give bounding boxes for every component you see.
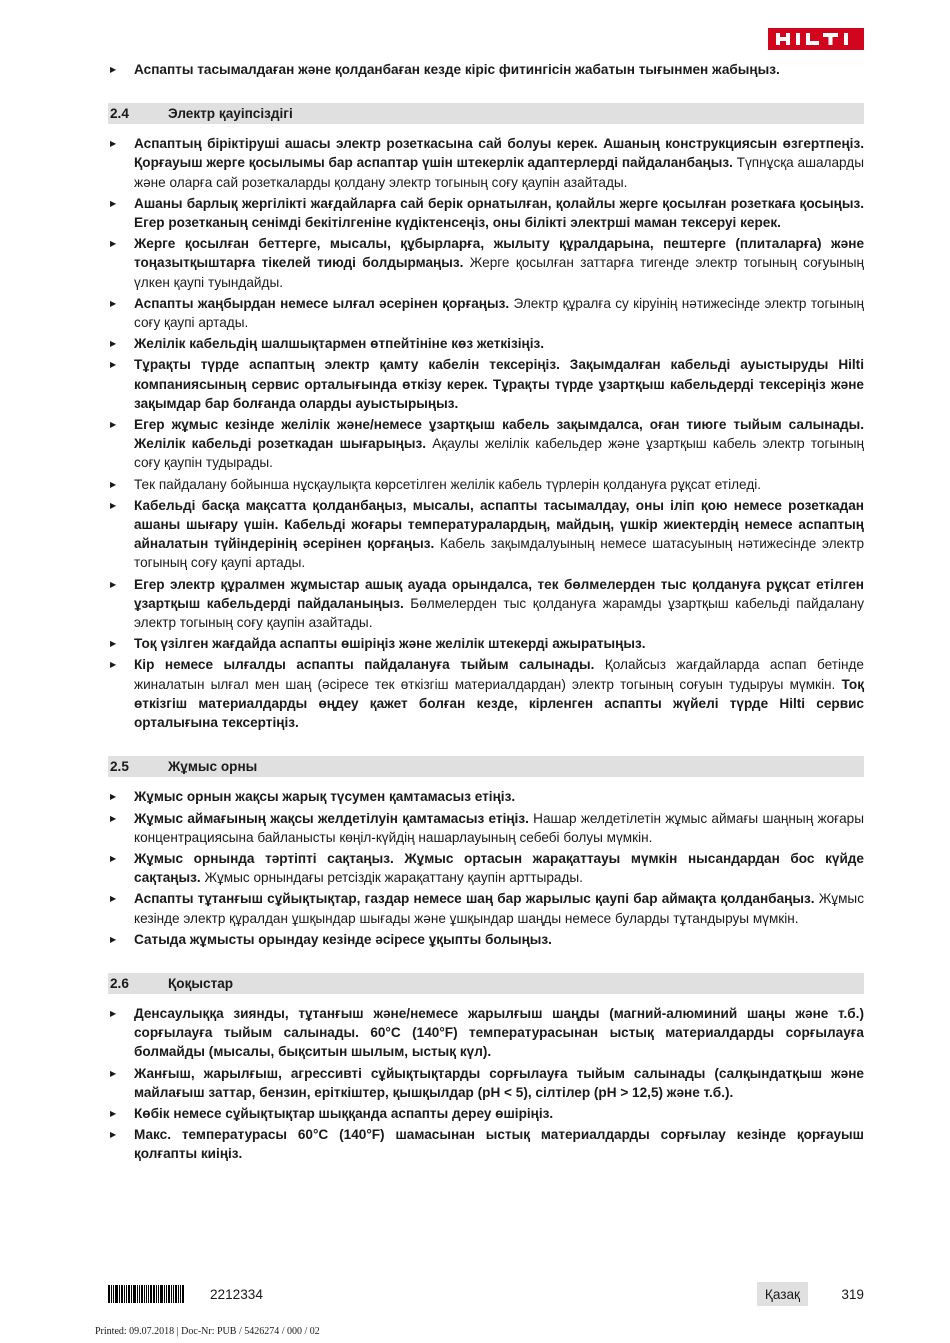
bold-text: Желілік кабельдің шалшықтармен өтпейтініне көз жеткізіңіз.: [134, 336, 545, 352]
list-item: [108, 294, 864, 332]
section-title: Электр қауіпсіздігі: [168, 106, 293, 122]
bullet-icon: ▶: [110, 479, 117, 489]
barcode-bar: [153, 1285, 155, 1303]
barcode-bar: [173, 1285, 174, 1303]
bullet-icon: ▶: [110, 934, 117, 944]
list-item: [108, 889, 864, 927]
barcode-bar: [141, 1285, 143, 1303]
bold-text: Тоқ өткізгіш материалдарды өңдеу қажет болған кезде, кірленген аспапты жүйелі түрде Hilti сервис орталығына тексертіңіз.: [134, 676, 864, 731]
bold-text: Егер жұмыс кезінде желілік және/немесе ұзартқыш кабель зақымдалса, оған тиюге тыйым салынады. Желілік кабельді розеткадан шығарыңыз.: [134, 417, 864, 452]
list-item: [108, 194, 864, 232]
barcode-bar: [137, 1285, 138, 1303]
bold-text: Сатыда жұмысты орындау кезінде әсіресе ұқыпты болыңыз.: [134, 931, 552, 947]
bold-text: Жерге қосылған беттерге, мысалы, құбырларға, жылыту құралдарына, пештерге (плиталарға) және тоңазытқыштарға тікелей тиюді болдырмаңыз.: [134, 236, 864, 271]
body-text: Қолайсыз жағдайларда аспап бетінде жиналатын ылғал мен шаң (әсіресе тек өткізгіш материалдардан) электр тогының соғуын тудыруы мүмкін.: [134, 657, 864, 692]
bullet-icon: ▶: [110, 360, 117, 370]
section-number: 2.6: [110, 975, 129, 991]
list-item: [108, 334, 864, 353]
list-item: [108, 415, 864, 473]
bold-text: Жұмыс орнын жақсы жарық түсумен қамтамасыз етіңіз.: [134, 789, 516, 805]
bullet-icon: ▶: [110, 239, 117, 249]
bullet-icon: ▶: [110, 298, 117, 308]
bold-text: Көбік немесе сұйықтықтар шыққанда аспапты дереу өшіріңіз.: [134, 1105, 554, 1121]
barcode-icon: [108, 1285, 192, 1303]
bold-text: Жұмыс аймағының жақсы желдетілуін қамтамасыз етіңіз.: [134, 810, 529, 826]
section-number: 2.4: [110, 106, 129, 122]
list-item: [108, 1104, 864, 1123]
barcode-bar: [121, 1285, 123, 1303]
bullet-icon: ▶: [110, 579, 117, 589]
barcode-bar: [158, 1285, 159, 1303]
barcode-bar: [164, 1285, 165, 1303]
body-text: Жұмыс орнындағы ретсіздік жарақаттану қаупін арттырады.: [200, 870, 583, 886]
list-item: [108, 475, 864, 494]
bullet-icon: ▶: [110, 894, 117, 904]
intro-list: [108, 60, 864, 79]
bullet-icon: ▶: [110, 639, 117, 649]
bullet-icon: ▶: [110, 1108, 117, 1118]
bold-text: Аспаптың біріктіруші ашасы электр розеткасына сай болуы керек. Ашаның конструкциясын өзгертпеңіз. Қорғауыш жерге қосылымы бар аспаптар үшін штекерлік адаптерлерді пайдаланбаңыз.: [134, 136, 864, 171]
barcode-bar: [126, 1285, 127, 1303]
section-title: Жұмыс орны: [168, 759, 258, 775]
list-item: [108, 787, 864, 806]
barcode-bar: [133, 1285, 136, 1303]
bold-text: Тұрақты түрде аспаптың электр қамту кабелін тексеріңіз. Зақымдалған кабельді ауыстыруды Hilti компаниясының сервис орталығында өткізу керек. Тұрақты түрде ұзартқыш кабельдерді тексеріңіз және зақымдар бар болғанда оларды ауыстырыңыз.: [134, 357, 864, 411]
list-item: [108, 1125, 864, 1163]
barcode-bar: [180, 1285, 181, 1303]
bold-text: Денсаулыққа зиянды, тұтанғыш және/немесе жарылғыш шаңды (магний-алюминий шаңы және т.б.) сорғылауға тыйым салынады. 60°C (140°F) температурасынан ыстық материалдарды сорғылауға болмайды (мысалы, бықситын шылым, ыстық күл).: [134, 1005, 864, 1060]
sections-container: [108, 103, 864, 1163]
bullet-icon: ▶: [110, 1130, 117, 1140]
print-info: Printed: 09.07.2018 | Doc-Nr: PUB / 5426274 / 000 / 02: [95, 1326, 320, 1337]
bullet-icon: ▶: [110, 139, 117, 149]
bold-text: Аспапты жаңбырдан немесе ылғал әсерінен қорғаңыз.: [134, 295, 510, 311]
list-item: [108, 1004, 864, 1062]
bullet-icon: ▶: [110, 420, 117, 430]
list-item: [108, 655, 864, 732]
language-label: [757, 1282, 808, 1306]
list-item: [108, 234, 864, 292]
list-item: [108, 930, 864, 949]
bullet-icon: ▶: [110, 198, 117, 208]
barcode-bar: [148, 1285, 149, 1303]
bold-text: Тоқ үзілген жағдайда аспапты өшіріңіз және желілік штекерді ажыратыңыз.: [134, 636, 646, 652]
bullet-icon: ▶: [110, 1068, 117, 1078]
barcode-bar: [166, 1285, 167, 1303]
barcode-bar: [178, 1285, 179, 1303]
section-title: Қоқыстар: [168, 975, 234, 991]
bullet-icon: ▶: [110, 853, 117, 863]
list-item: [108, 1064, 864, 1102]
barcode-bar: [111, 1285, 112, 1303]
section-heading: [108, 973, 864, 994]
body-text: Нашар желдетілетін жұмыс аймағы шаңның жоғары концентрациясына байланысты көңіл-күйдің нашарлауының себебі болуы мүмкін.: [134, 810, 864, 845]
list-item: [108, 134, 864, 192]
bold-text: Жанғыш, жарылғыш, агрессивті сұйықтықтарды сорғылауға тыйым салынады (салқындатқыш және майлағыш заттар, бензин, еріткіштер, қышқылдар (pH < 5), сілтілер (pH > 12,5) және т.б.).: [134, 1065, 864, 1100]
list-item: [108, 849, 864, 887]
barcode-bar: [171, 1285, 172, 1303]
page-number: 319: [841, 1286, 864, 1302]
section-heading: [108, 103, 864, 124]
list-item: [108, 634, 864, 653]
barcode-bar: [113, 1285, 114, 1303]
bold-text: Егер электр құралмен жұмыстар ашық ауада орындалса, тек бөлмелерден тыс қолдануға рұқсат етілген ұзартқыш кабельдерді пайдаланыңыз.: [134, 576, 864, 611]
list-item: [108, 496, 864, 573]
body-text: Кабель зақымдалуының немесе шатасуының нәтижесінде электр тогының соғу қаупі артады.: [134, 536, 865, 571]
barcode-bar: [168, 1285, 170, 1303]
bullet-icon: ▶: [110, 792, 117, 802]
bold-text: Жұмыс орнында тәртіпті сақтаңыз. Жұмыс ортасын жарақаттауы мүмкін нысандардан бос күйде сақтаңыз.: [134, 850, 864, 886]
barcode-bar: [144, 1285, 145, 1303]
bold-text: Ашаны барлық жергілікті жағдайларға сай берік орнатылған, қолайлы жерге қосылған розеткаға қосыңыз. Егер розетканың сенімді бекітілгеніне күдіктенсеңіз, оны білікті электрші маман тексеруі керек.: [134, 195, 864, 231]
language-text: Қазақ: [764, 1286, 800, 1302]
bullet-icon: ▶: [110, 500, 117, 510]
list-item: [108, 355, 864, 413]
bullet-icon: ▶: [110, 1008, 117, 1018]
barcode-bar: [182, 1285, 184, 1303]
bold-text: Кабельді басқа мақсатта қолданбаңыз, мысалы, аспапты тасымалдау, оны іліп қою немесе розеткадан ашаны шығару үшін. Кабельді жоғары температуралардың, майдың, үшкір жиектердің немесе аспаптың айналатын түйіндерінің әсерінен қорғаңыз.: [134, 497, 864, 552]
barcode-bar: [124, 1285, 125, 1303]
barcode-bar: [150, 1285, 152, 1303]
section-heading: [108, 756, 864, 777]
list-item: [108, 809, 864, 847]
barcode-bar: [146, 1285, 147, 1303]
body-text: Тек пайдалану бойынша нұсқаулықта көрсетілген желілік кабель түрлерін қолдануға рұқсат етіледі.: [134, 476, 762, 492]
barcode-bar: [131, 1285, 132, 1303]
barcode-bar: [175, 1285, 177, 1303]
body-text: Түпнұсқа ашаларды және оларға сай розеткаларды қолдану электр тогының соғу қаупін азайтады.: [134, 155, 865, 190]
bullet-icon: ▶: [110, 65, 117, 74]
barcode-bar: [139, 1285, 140, 1303]
body-text: Жұмыс кезінде электр құралдан ұшқындар шығады және ұшқындар шаңды немесе буларды тұтандыруы мүмкін.: [134, 891, 865, 926]
bold-text: Аспапты тасымалдаған және қолданбаған кезде кіріс фитингісін жабатын тығынмен жабыңыз.: [134, 62, 780, 77]
barcode-bar: [160, 1285, 163, 1303]
hilti-logo: [768, 28, 864, 50]
bold-text: Макс. температурасы 60°C (140°F) шамасынан ыстық материалдарды сорғылау кезінде қорғауыш қолғапты киіңіз.: [134, 1127, 864, 1162]
barcode-bar: [128, 1285, 130, 1303]
doc-code: 2212334: [210, 1286, 263, 1302]
section-number: 2.5: [110, 759, 129, 775]
body-text: Жерге қосылған заттарға тигенде электр тогының соғуының үлкен қаупі туындайды.: [134, 255, 864, 290]
body-text: Электр құралға су кіруінің нәтижесінде электр тогының соғу қаупі артады.: [134, 295, 864, 331]
bold-text: Кір немесе ылғалды аспапты пайдалануға тыйым салынады.: [134, 657, 595, 673]
list-item: [108, 60, 864, 79]
page-content: [108, 60, 864, 1166]
barcode-bar: [156, 1285, 157, 1303]
bullet-icon: ▶: [110, 339, 117, 349]
list-item: [108, 575, 864, 633]
bold-text: Аспапты тұтанғыш сұйықтықтар, газдар немесе шаң бар жарылыс қаупі бар аймақта қолданбаңыз.: [134, 891, 815, 907]
body-text: Бөлмелерден тыс қолдануға жарамды ұзартқыш кабельді пайдалану электр тогының соғу қаупін азайтады.: [134, 595, 864, 631]
barcode-bar: [115, 1285, 118, 1303]
barcode-bar: [119, 1285, 120, 1303]
bullet-icon: ▶: [110, 660, 117, 670]
bullet-icon: ▶: [110, 813, 117, 823]
barcode-bar: [108, 1285, 110, 1303]
hilti-wordmark-icon: [772, 32, 860, 46]
body-text: Ақаулы желілік кабельдер және ұзартқыш кабель электр тогының соғу қаупін тудырады.: [134, 436, 864, 471]
page-footer: [108, 1282, 864, 1306]
